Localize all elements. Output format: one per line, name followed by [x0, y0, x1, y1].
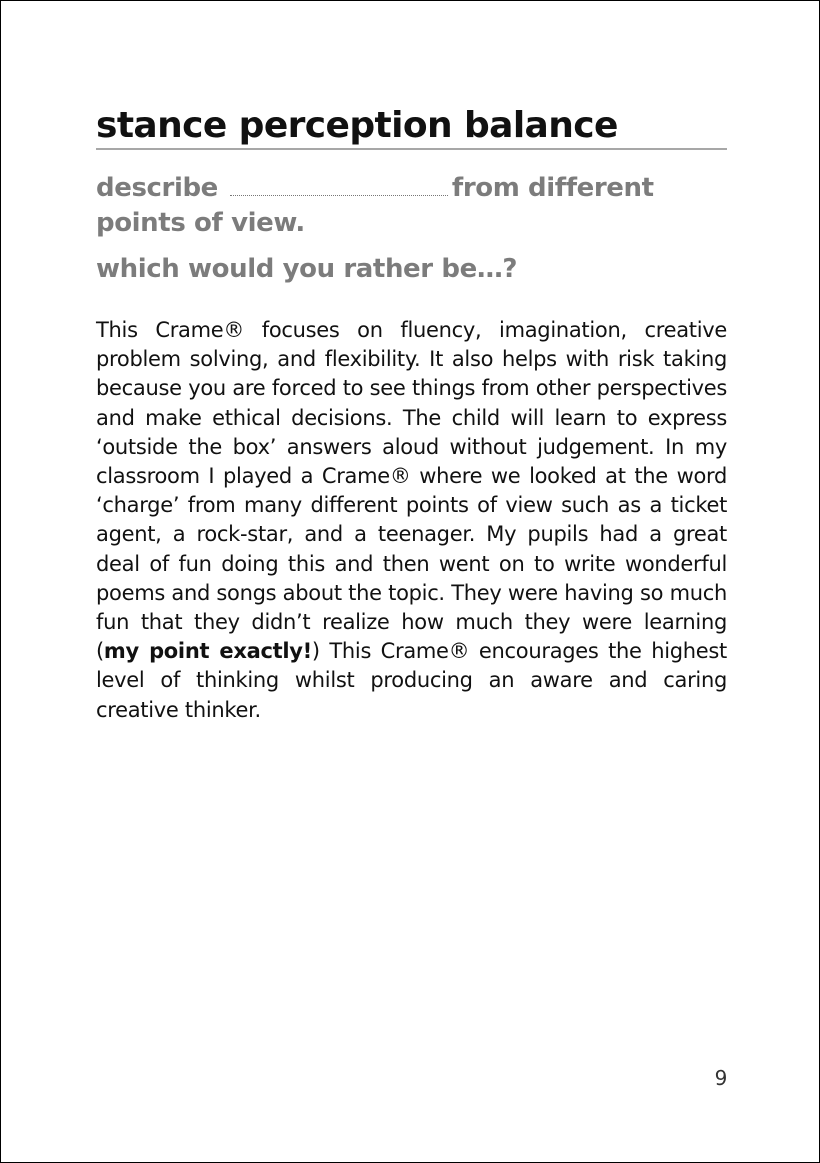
body-paragraph	[96, 316, 727, 725]
body-emphasis: my point exactly!	[103, 639, 312, 664]
prompt-word-describe: describe	[96, 173, 218, 203]
body-text-part-1: This Crame® focuses on fluency, imagination, creative problem solving, and flexibility. It also helps with risk taking because you are forced to see things from other perspectives and make ethical decisions. The child will learn to express ‘outside the box’ answers aloud without judgement. In my classroom I played a Crame® where we looked at the word ‘charge’ from many different points of view such as a ticket agent, a rock-star, and a teenager. My pupils had a great deal of fun doing this and then went on to write wonderful poems and songs about the topic. They were having so much fun that they didn’t realize how much they were learning (	[96, 318, 727, 664]
fill-in-blank	[230, 177, 448, 196]
prompt-word-from-different: from different	[451, 173, 654, 203]
page-title: stance perception balance	[96, 105, 618, 146]
prompt-heading	[96, 171, 727, 241]
body-text-part-2: ) This Crame® encourages the highest level of thinking whilst producing an aware and caring creative thinker.	[96, 639, 727, 722]
question-heading: which would you rather be…?	[96, 254, 518, 284]
page-number: 9	[714, 1066, 728, 1090]
prompt-line-2: points of view.	[96, 208, 305, 238]
title-rule	[96, 148, 727, 150]
page-content	[96, 104, 727, 746]
